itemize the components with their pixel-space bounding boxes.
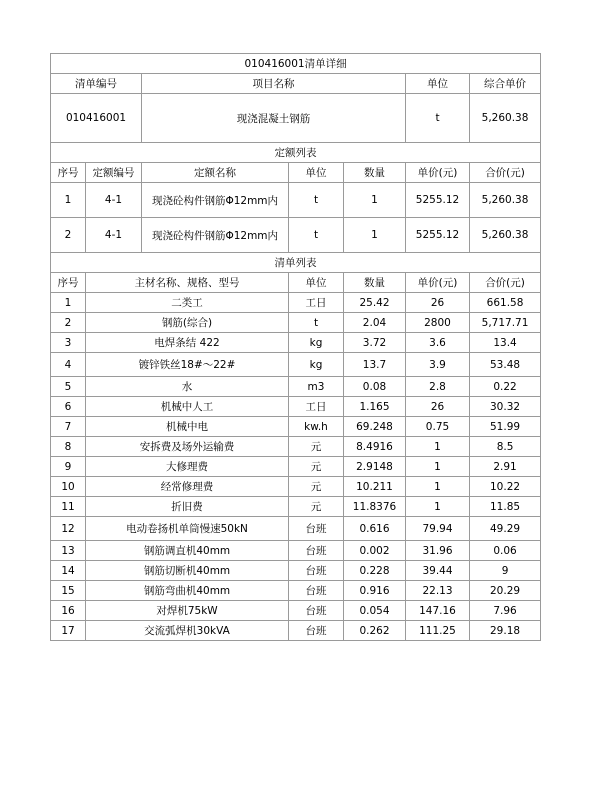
bill-header-row [51, 74, 541, 94]
mat-name: 水 [86, 377, 289, 397]
material-row [51, 377, 541, 397]
table-title: 010416001清单详细 [51, 54, 541, 74]
material-row [51, 353, 541, 377]
mat-name: 机械中电 [86, 417, 289, 437]
mat-price: 31.96 [406, 541, 470, 561]
mat-qty: 11.8376 [344, 497, 406, 517]
mat-seq: 1 [51, 293, 86, 313]
quota-price: 5255.12 [406, 183, 470, 218]
mat-unit: 台班 [289, 517, 344, 541]
mat-qty: 25.42 [344, 293, 406, 313]
mat-qty: 0.08 [344, 377, 406, 397]
material-row [51, 457, 541, 477]
material-row [51, 541, 541, 561]
mat-total: 0.06 [470, 541, 541, 561]
unit-header: 单位 [406, 74, 470, 94]
quota-unit: t [289, 183, 344, 218]
mat-total: 29.18 [470, 621, 541, 641]
mat-col-total: 合价(元) [470, 273, 541, 293]
mat-qty: 0.916 [344, 581, 406, 601]
mat-total: 0.22 [470, 377, 541, 397]
mat-qty: 13.7 [344, 353, 406, 377]
mat-seq: 11 [51, 497, 86, 517]
mat-seq: 9 [51, 457, 86, 477]
price-header: 综合单价 [470, 74, 541, 94]
quota-code: 4-1 [86, 183, 142, 218]
mat-price: 79.94 [406, 517, 470, 541]
mat-unit: 台班 [289, 561, 344, 581]
mat-col-qty: 数量 [344, 273, 406, 293]
mat-unit: 工日 [289, 293, 344, 313]
material-row [51, 293, 541, 313]
mat-unit: 元 [289, 497, 344, 517]
material-row [51, 333, 541, 353]
materials-section-row [51, 253, 541, 273]
quota-total: 5,260.38 [470, 183, 541, 218]
mat-seq: 10 [51, 477, 86, 497]
table-body [51, 54, 541, 641]
mat-unit: kw.h [289, 417, 344, 437]
materials-header-row [51, 273, 541, 293]
mat-unit: 元 [289, 437, 344, 457]
mat-seq: 3 [51, 333, 86, 353]
item-unit: t [406, 94, 470, 143]
mat-price: 22.13 [406, 581, 470, 601]
mat-qty: 69.248 [344, 417, 406, 437]
mat-unit: kg [289, 333, 344, 353]
item-code: 010416001 [51, 94, 142, 143]
mat-unit: 元 [289, 457, 344, 477]
mat-qty: 8.4916 [344, 437, 406, 457]
mat-qty: 0.228 [344, 561, 406, 581]
mat-price: 0.75 [406, 417, 470, 437]
mat-name: 大修理费 [86, 457, 289, 477]
title-row [51, 54, 541, 74]
mat-name: 二类工 [86, 293, 289, 313]
mat-qty: 10.211 [344, 477, 406, 497]
quota-qty: 1 [344, 183, 406, 218]
mat-qty: 0.002 [344, 541, 406, 561]
quota-col-unit: 单位 [289, 163, 344, 183]
mat-col-unit: 单位 [289, 273, 344, 293]
mat-price: 1 [406, 477, 470, 497]
mat-name: 经常修理费 [86, 477, 289, 497]
materials-section-title: 清单列表 [51, 253, 541, 273]
mat-name: 交流弧焊机30kVA [86, 621, 289, 641]
mat-name: 安拆费及场外运输费 [86, 437, 289, 457]
quota-section-row [51, 143, 541, 163]
material-row [51, 621, 541, 641]
quota-seq: 2 [51, 218, 86, 253]
mat-price: 147.16 [406, 601, 470, 621]
quota-qty: 1 [344, 218, 406, 253]
quota-seq: 1 [51, 183, 86, 218]
bill-item-row [51, 94, 541, 143]
mat-qty: 0.262 [344, 621, 406, 641]
quota-col-seq: 序号 [51, 163, 86, 183]
quota-section-title: 定额列表 [51, 143, 541, 163]
mat-unit: 台班 [289, 601, 344, 621]
quota-col-total: 合价(元) [470, 163, 541, 183]
mat-name: 电焊条结 422 [86, 333, 289, 353]
material-row [51, 313, 541, 333]
quota-row [51, 218, 541, 253]
mat-price: 39.44 [406, 561, 470, 581]
mat-seq: 5 [51, 377, 86, 397]
mat-unit: 台班 [289, 621, 344, 641]
mat-name: 电动卷扬机单筒慢速50kN [86, 517, 289, 541]
mat-name: 钢筋(综合) [86, 313, 289, 333]
mat-total: 7.96 [470, 601, 541, 621]
mat-seq: 2 [51, 313, 86, 333]
quota-col-code: 定额编号 [86, 163, 142, 183]
mat-seq: 16 [51, 601, 86, 621]
material-row [51, 417, 541, 437]
mat-total: 2.91 [470, 457, 541, 477]
mat-qty: 2.04 [344, 313, 406, 333]
material-row [51, 517, 541, 541]
quota-name: 现浇砼构件钢筋Φ12mm内 [142, 218, 289, 253]
mat-price: 3.6 [406, 333, 470, 353]
mat-qty: 0.616 [344, 517, 406, 541]
mat-unit: 元 [289, 477, 344, 497]
mat-unit: 工日 [289, 397, 344, 417]
quota-price: 5255.12 [406, 218, 470, 253]
mat-total: 8.5 [470, 437, 541, 457]
mat-total: 20.29 [470, 581, 541, 601]
mat-seq: 7 [51, 417, 86, 437]
material-row [51, 581, 541, 601]
mat-seq: 15 [51, 581, 86, 601]
material-row [51, 561, 541, 581]
mat-seq: 12 [51, 517, 86, 541]
mat-seq: 17 [51, 621, 86, 641]
material-row [51, 601, 541, 621]
mat-total: 11.85 [470, 497, 541, 517]
quota-col-qty: 数量 [344, 163, 406, 183]
mat-total: 53.48 [470, 353, 541, 377]
mat-unit: 台班 [289, 541, 344, 561]
mat-col-price: 单价(元) [406, 273, 470, 293]
mat-price: 111.25 [406, 621, 470, 641]
mat-name: 镀锌铁丝18#～22# [86, 353, 289, 377]
mat-price: 1 [406, 457, 470, 477]
mat-price: 2.8 [406, 377, 470, 397]
mat-name: 对焊机75kW [86, 601, 289, 621]
mat-total: 9 [470, 561, 541, 581]
mat-total: 49.29 [470, 517, 541, 541]
quota-code: 4-1 [86, 218, 142, 253]
quota-name: 现浇砼构件钢筋Φ12mm内 [142, 183, 289, 218]
mat-seq: 14 [51, 561, 86, 581]
mat-col-name: 主材名称、规格、型号 [86, 273, 289, 293]
quota-col-price: 单价(元) [406, 163, 470, 183]
mat-qty: 2.9148 [344, 457, 406, 477]
material-row [51, 437, 541, 457]
mat-name: 钢筋弯曲机40mm [86, 581, 289, 601]
mat-col-seq: 序号 [51, 273, 86, 293]
mat-unit: m3 [289, 377, 344, 397]
mat-price: 2800 [406, 313, 470, 333]
quota-unit: t [289, 218, 344, 253]
mat-seq: 13 [51, 541, 86, 561]
mat-price: 1 [406, 437, 470, 457]
mat-name: 机械中人工 [86, 397, 289, 417]
quota-row [51, 183, 541, 218]
mat-seq: 6 [51, 397, 86, 417]
mat-total: 51.99 [470, 417, 541, 437]
mat-total: 13.4 [470, 333, 541, 353]
bill-detail-table [50, 53, 541, 641]
mat-total: 30.32 [470, 397, 541, 417]
mat-name: 钢筋切断机40mm [86, 561, 289, 581]
code-header: 清单编号 [51, 74, 142, 94]
mat-price: 26 [406, 293, 470, 313]
mat-seq: 8 [51, 437, 86, 457]
mat-seq: 4 [51, 353, 86, 377]
mat-unit: 台班 [289, 581, 344, 601]
material-row [51, 497, 541, 517]
quota-header-row [51, 163, 541, 183]
material-row [51, 477, 541, 497]
mat-qty: 0.054 [344, 601, 406, 621]
mat-name: 折旧费 [86, 497, 289, 517]
mat-qty: 3.72 [344, 333, 406, 353]
mat-price: 1 [406, 497, 470, 517]
material-row [51, 397, 541, 417]
mat-price: 26 [406, 397, 470, 417]
item-name: 现浇混凝土钢筋 [142, 94, 406, 143]
mat-unit: t [289, 313, 344, 333]
quota-total: 5,260.38 [470, 218, 541, 253]
mat-total: 661.58 [470, 293, 541, 313]
name-header: 项目名称 [142, 74, 406, 94]
quota-col-name: 定额名称 [142, 163, 289, 183]
mat-unit: kg [289, 353, 344, 377]
item-price: 5,260.38 [470, 94, 541, 143]
mat-name: 钢筋调直机40mm [86, 541, 289, 561]
mat-total: 5,717.71 [470, 313, 541, 333]
mat-price: 3.9 [406, 353, 470, 377]
mat-total: 10.22 [470, 477, 541, 497]
mat-qty: 1.165 [344, 397, 406, 417]
